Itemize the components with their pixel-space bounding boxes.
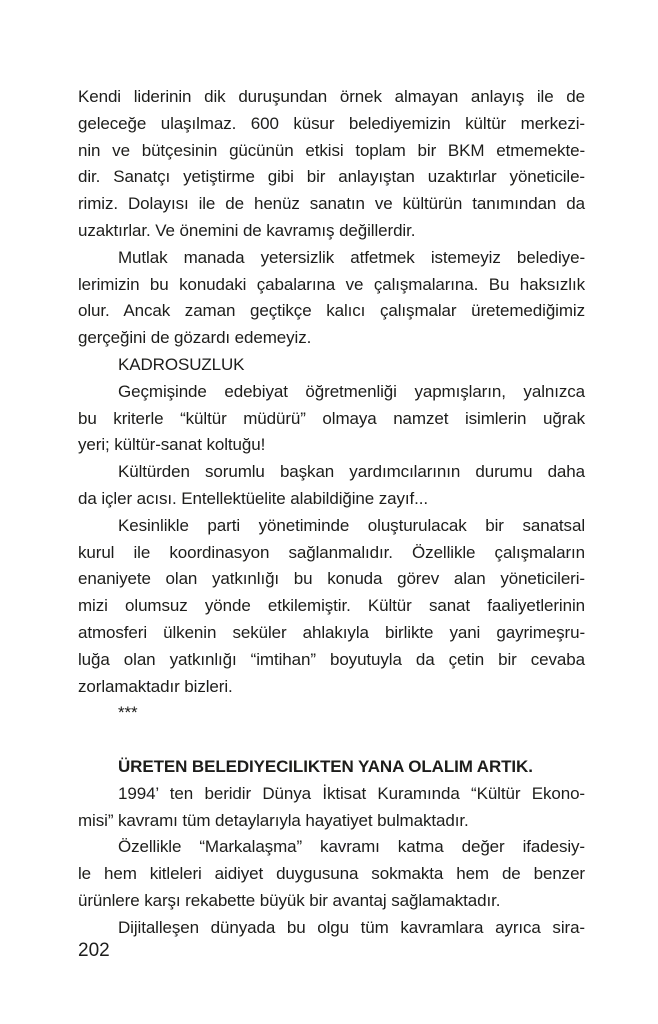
text-line: Özellikle “Markalaşma” kavramı katma değer ifadesiy- [118, 837, 585, 857]
text-line: da içler acısı. Entellektüelite alabildiğine zayıf... [78, 488, 428, 508]
text-line: bu kriterle “kültür müdürü” olmaya namzet isimlerin uğrak [78, 408, 585, 428]
text-line: zorlamaktadır bizleri. [78, 676, 233, 696]
text-line: kurul ile koordinasyon sağlanmalıdır. Özellikle çalışmaların [78, 542, 585, 562]
text-line: enaniyete olan yatkınlığı bu konuda görev alan yöneticileri- [78, 569, 585, 589]
text-line: luğa olan yatkınlığı “imtihan” boyutuyla da çetin bir cevaba [78, 649, 585, 669]
text-line: rimiz. Dolayısı ile de henüz sanatın ve kültürün tanımından da [78, 194, 585, 214]
text-line: dir. Sanatçı yetiştirme gibi bir anlayıştan uzaktırlar yöneticile- [78, 167, 585, 187]
text-line: 1994’ ten beridir Dünya İktisat Kuramında “Kültür Ekono- [118, 783, 585, 803]
text-line: yeri; kültür-sanat koltuğu! [78, 435, 266, 455]
text-line: le hem kitleleri aidiyet duygusuna sokmakta hem de benzer [78, 864, 585, 884]
text-line: Kendi liderinin dik duruşundan örnek almayan anlayış ile de [78, 87, 585, 106]
text-line: mizi olumsuz yönde etkilemiştir. Kültür sanat faaliyetlerinin [78, 596, 585, 616]
text-line: nin ve bütçesinin gücünün etkisi toplam bir BKM etmemekte- [78, 140, 585, 160]
text-line: ürünlere karşı rekabette büyük bir avantaj sağlamaktadır. [78, 890, 501, 910]
text-line: olur. Ancak zaman geçtikçe kalıcı çalışmalar üretemediğimiz [78, 301, 585, 321]
text-line: gerçeğini de gözardı edemeyiz. [78, 328, 312, 348]
text-line: uzaktırlar. Ve önemini de kavramış değillerdir. [78, 220, 416, 240]
text-line: Mutlak manada yetersizlik atfetmek istemeyiz belediye- [118, 247, 585, 267]
text-block [78, 84, 585, 942]
text-line: KADROSUZLUK [118, 354, 245, 374]
text-line: geleceğe ulaşılmaz. 600 küsur belediyemizin kültür merkezi- [78, 113, 585, 133]
blank-line [78, 727, 585, 754]
text-line: Geçmişinde edebiyat öğretmenliği yapmışların, yalnızca [118, 381, 585, 401]
text-line: misi” kavramı tüm detaylarıyla hayatiyet bulmaktadır. [78, 810, 469, 830]
text-line: Dijitalleşen dünyada bu olgu tüm kavramlara ayrıca sira- [118, 917, 585, 937]
text-line: ÜRETEN BELEDIYECILIKTEN YANA OLALIM ARTIK. [118, 756, 533, 776]
text-line: Kültürden sorumlu başkan yardımcılarının durumu daha [118, 462, 585, 482]
text-line: Kesinlikle parti yönetiminde oluşturulacak bir sanatsal [118, 515, 585, 535]
page-number: 202 [78, 940, 110, 961]
text-line: *** [118, 703, 138, 723]
text-line: lerimizin bu konudaki çabalarına ve çalışmalarına. Bu haksızlık [78, 274, 585, 294]
text-line: atmosferi ülkenin seküler ahlakıyla birlikte yani gayrimeşru- [78, 622, 585, 642]
